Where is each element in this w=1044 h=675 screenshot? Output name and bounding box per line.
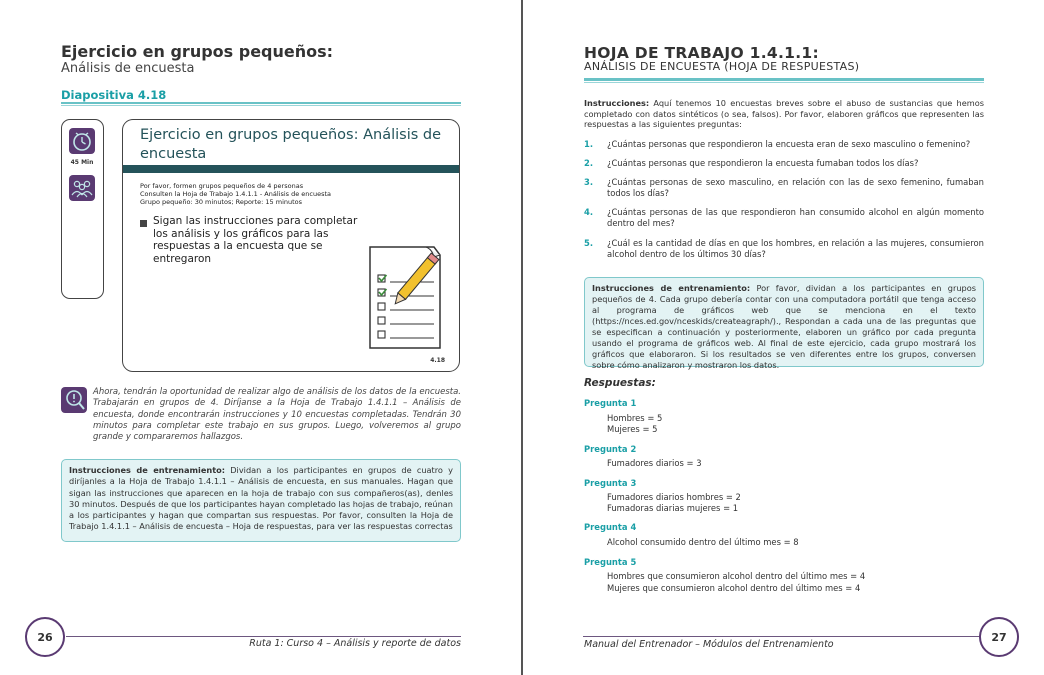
worksheet-subtitle: ANÁLISIS DE ENCUESTA (HOJA DE RESPUESTAS) bbox=[584, 60, 860, 73]
footer-right: Manual del Entrenador – Módulos del Entrenamiento bbox=[584, 639, 834, 650]
footer-left: Ruta 1: Curso 4 – Análisis y reporte de datos bbox=[249, 638, 461, 649]
left-page-subtitle: Análisis de encuesta bbox=[61, 61, 195, 76]
slide-bullet-text: Sigan las instrucciones para completar los análisis y los gráficos para las respuestas a la encuesta que se entregaron bbox=[153, 215, 358, 265]
title-rule bbox=[584, 78, 984, 81]
answer-heading: Pregunta 5 bbox=[584, 557, 637, 567]
question-magnifier-icon bbox=[61, 387, 87, 413]
training-label: Instrucciones de entrenamiento: bbox=[592, 283, 751, 293]
slide-title-bar bbox=[123, 165, 460, 173]
page-number-left: 26 bbox=[25, 617, 65, 657]
answer-line: Fumadoras diarias mujeres = 1 bbox=[607, 503, 739, 513]
worksheet-title: HOJA DE TRABAJO 1.4.1.1: bbox=[584, 44, 820, 62]
question-text: ¿Cuántas personas que respondieron la encuesta eran de sexo masculino o femenino? bbox=[607, 139, 971, 149]
question-number: 5. bbox=[584, 238, 594, 248]
slide-details bbox=[140, 182, 331, 206]
training-label: Instrucciones de entrenamiento: bbox=[69, 465, 226, 475]
slide-label: Diapositiva 4.18 bbox=[61, 88, 167, 102]
answer-heading: Pregunta 2 bbox=[584, 444, 637, 454]
answer-line: Mujeres que consumieron alcohol dentro del último mes = 4 bbox=[607, 583, 861, 593]
question-text: ¿Cuántas personas de las que respondieron han consumido alcohol en algún momento dentro del mes? bbox=[607, 207, 984, 228]
slide-number: 4.18 bbox=[430, 357, 445, 364]
instructions-text: Aquí tenemos 10 encuestas breves sobre el abuso de sustancias que hemos completado con datos sintéticos (o sea, falsos). Por favor, elaboren gráficos que representen las respuestas a las siguientes preguntas: bbox=[584, 98, 984, 130]
title-rule-thin bbox=[61, 105, 461, 106]
slide-bullet-square bbox=[140, 220, 147, 227]
answer-heading: Pregunta 3 bbox=[584, 478, 637, 488]
clock-icon bbox=[69, 128, 95, 154]
question-number: 2. bbox=[584, 158, 594, 168]
training-instructions-box bbox=[61, 459, 461, 542]
slide-detail-line: Consulten la Hoja de Trabajo 1.4.1.1 - Análisis de encuesta bbox=[140, 190, 332, 198]
answer-line: Hombres que consumieron alcohol dentro del último mes = 4 bbox=[607, 571, 866, 581]
answer-line: Hombres = 5 bbox=[607, 413, 663, 423]
left-page-title: Ejercicio en grupos pequeños: bbox=[61, 42, 334, 61]
checklist-pencil-icon bbox=[368, 245, 444, 354]
training-text: Dividan a los participantes en grupos de cuatro y diríjanles a la Hoja de Trabajo 1.4.1.1 – Análisis de encuesta, en sus manuales. Hagan que sigan las instrucciones que aparecen en la hoja de trabajo con sus compañeros(as), denles 30 minutos. Después de que los participantes hayan completado las hojas de trabajo, reúnan a los participantes y hagan que compartan sus respuestas. Por favor, consulten la Hoja de Trabajo 1.4.1.1 – Análisis de encuesta – Hoja de respuestas, para ver las respuestas correctas bbox=[69, 465, 453, 532]
answer-line: Mujeres = 5 bbox=[607, 424, 658, 434]
answer-line: Alcohol consumido dentro del último mes = 8 bbox=[607, 537, 799, 547]
slide-detail-line: Grupo pequeño: 30 minutos; Reporte: 15 minutos bbox=[140, 198, 303, 206]
answer-line: Fumadores diarios = 3 bbox=[607, 458, 702, 468]
instructions-paragraph bbox=[584, 98, 984, 130]
footer-rule-left bbox=[66, 636, 461, 637]
training-instructions-box bbox=[584, 277, 984, 370]
training-text: Por favor, dividan a los participantes en grupos pequeños de 4. Cada grupo debería contar con una computadora portátil que tenga acceso al programa de gráficos web que se menciona en el texto (https://nces.ed.gov/nceskids/createagraph/)., Respondan a cada una de las preguntas que se especifican a continuación y posteriormente, elaboren un gráfico por cada pregunta usando el programa de gráficos web. Al final de este ejercicio, cada grupo mostrará los gráficos que elaboraron. Si los resultados se ven diferentes entre los grupos, conversen sobre cómo analizaron y mostraron los datos. bbox=[592, 283, 976, 370]
title-rule bbox=[61, 102, 461, 104]
question-number: 4. bbox=[584, 207, 594, 217]
footer-rule-right bbox=[583, 636, 979, 637]
instructions-label: Instrucciones: bbox=[584, 98, 650, 108]
question-text: ¿Cuál es la cantidad de días en que los hombres, en relación a las mujeres, consumieron alcohol dentro de los últimos 30 días? bbox=[607, 238, 984, 259]
answer-heading: Pregunta 1 bbox=[584, 398, 637, 408]
page-number-right: 27 bbox=[979, 617, 1019, 657]
question-text: ¿Cuántas personas que respondieron la encuesta fumaban todos los días? bbox=[607, 158, 919, 168]
answers-heading: Respuestas: bbox=[584, 377, 656, 389]
question-text: ¿Cuántas personas de sexo masculino, en relación con las de sexo femenino, fumaban todos los días? bbox=[607, 177, 984, 198]
trainer-script-text: Ahora, tendrán la oportunidad de realizar algo de análisis de los datos de la encuesta. Trabajarán en grupos de 4. Diríjanse a la Hoja de Trabajo 1.4.1.1 – Análisis de encuesta, donde encontrarán instrucciones y 10 encuestas completadas. Tendrán 30 minutos para completar este trabajo en sus grupos. Luego, volveremos al grupo grande y compararemos hallazgos. bbox=[93, 387, 461, 443]
title-rule-thin bbox=[584, 82, 984, 83]
group-people-icon bbox=[69, 175, 95, 201]
answer-line: Fumadores diarios hombres = 2 bbox=[607, 492, 741, 502]
question-number: 1. bbox=[584, 139, 594, 149]
answer-heading: Pregunta 4 bbox=[584, 522, 637, 532]
slide-preview bbox=[122, 119, 460, 372]
slide-detail-line: Por favor, formen grupos pequeños de 4 personas bbox=[140, 182, 304, 190]
question-number: 3. bbox=[584, 177, 594, 187]
duration-label: 45 Min bbox=[70, 159, 94, 166]
slide-title: Ejercicio en grupos pequeños: Análisis de encuesta bbox=[140, 127, 442, 162]
